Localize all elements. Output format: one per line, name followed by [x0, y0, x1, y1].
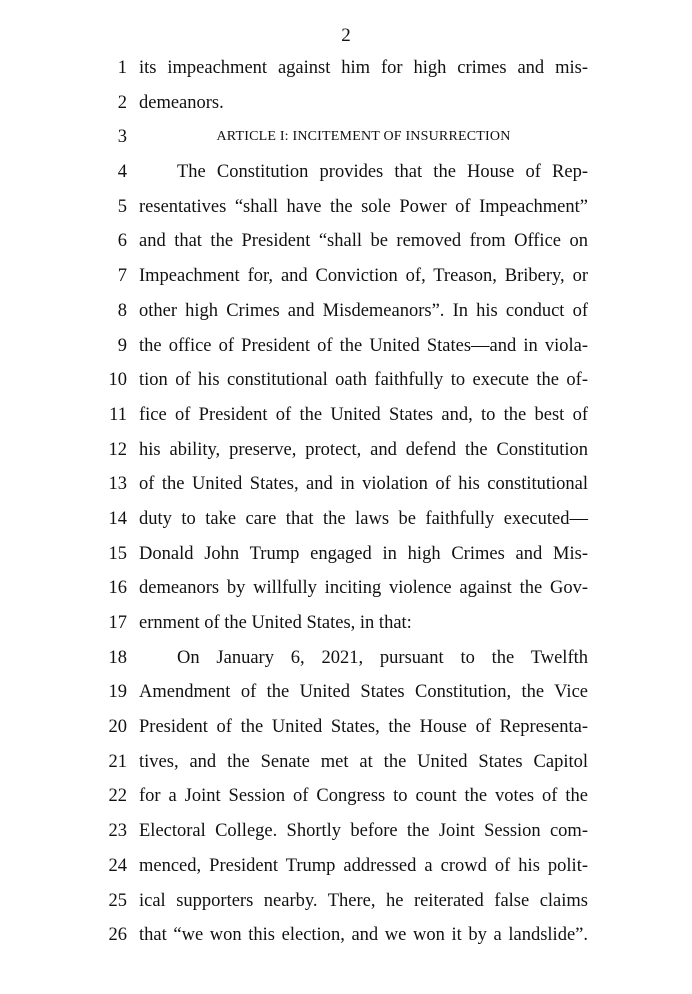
line-number: 5	[117, 196, 127, 217]
line-text: demeanors.	[139, 92, 224, 113]
line-number: 19	[108, 682, 127, 703]
document-line	[0, 750, 692, 785]
document-line	[0, 56, 692, 91]
line-text: President of the United States, the House of Representa-	[139, 717, 588, 738]
document-line	[0, 923, 692, 958]
line-text: for a Joint Session of Congress to count the votes of the	[139, 786, 588, 807]
line-number: 16	[108, 578, 127, 599]
document-line	[0, 854, 692, 889]
line-number: 14	[108, 508, 127, 529]
document-line	[0, 542, 692, 577]
line-text: Impeachment for, and Conviction of, Treason, Bribery, or	[139, 266, 588, 287]
document-line	[0, 507, 692, 542]
line-number: 20	[108, 717, 127, 738]
line-number: 1	[117, 58, 127, 78]
line-number: 22	[108, 786, 127, 807]
document-line	[0, 229, 692, 264]
document-line	[0, 576, 692, 611]
line-text: duty to take care that the laws be faithfully executed—	[139, 508, 588, 529]
line-text: Amendment of the United States Constitution, the Vice	[139, 682, 588, 703]
line-number: 6	[117, 231, 127, 252]
line-text: fice of President of the United States and, to the best of	[139, 404, 588, 425]
line-number: 11	[109, 404, 127, 425]
line-text: demeanors by willfully inciting violence against the Gov-	[139, 578, 588, 599]
line-number: 25	[108, 890, 127, 911]
document-line	[0, 611, 692, 646]
line-text: tion of his constitutional oath faithfully to execute the of-	[139, 370, 588, 391]
line-number: 2	[117, 92, 127, 113]
line-text: Electoral College. Shortly before the Joint Session com-	[139, 821, 588, 842]
page-number: 2	[341, 25, 351, 46]
line-number: 3	[117, 127, 127, 148]
document-line	[0, 195, 692, 230]
line-text: and that the President “shall be removed from Office on	[139, 231, 588, 252]
document-line	[0, 334, 692, 369]
line-number: 24	[108, 855, 127, 876]
document-body	[0, 56, 692, 958]
document-line	[0, 368, 692, 403]
line-number: 4	[117, 162, 127, 183]
line-text: his ability, preserve, protect, and defend the Constitution	[139, 439, 588, 460]
document-line	[0, 125, 692, 160]
document-line	[0, 403, 692, 438]
line-text: ernment of the United States, in that:	[139, 613, 412, 633]
document-line	[0, 715, 692, 750]
line-number: 23	[108, 821, 127, 842]
line-number: 8	[117, 300, 127, 321]
document-line	[0, 819, 692, 854]
line-number: 13	[108, 474, 127, 495]
document-line	[0, 784, 692, 819]
line-text: the office of President of the United States—and in viola-	[139, 335, 588, 356]
line-text: its impeachment against him for high crimes and mis-	[139, 58, 588, 78]
line-number: 15	[108, 543, 127, 564]
line-number: 26	[108, 925, 127, 946]
line-text: other high Crimes and Misdemeanors”. In his conduct of	[139, 300, 588, 321]
line-text: ical supporters nearby. There, he reiterated false claims	[139, 890, 588, 911]
line-number: 10	[108, 370, 127, 391]
document-line	[0, 91, 692, 126]
document-line	[0, 680, 692, 715]
document-line	[0, 299, 692, 334]
line-number: 18	[108, 647, 127, 668]
line-number: 7	[117, 266, 127, 287]
line-number: 17	[108, 613, 127, 633]
line-text: On January 6, 2021, pursuant to the Twelfth	[177, 647, 588, 668]
line-number: 9	[117, 335, 127, 356]
document-line	[0, 472, 692, 507]
document-line	[0, 264, 692, 299]
article-heading: ARTICLE I: INCITEMENT OF INSURRECTION	[216, 129, 511, 145]
line-text: tives, and the Senate met at the United States Capitol	[139, 751, 588, 772]
line-number: 12	[108, 439, 127, 460]
line-text: that “we won this election, and we won it by a landslide”.	[139, 925, 588, 946]
line-text: menced, President Trump addressed a crowd of his polit-	[139, 855, 588, 876]
line-text: The Constitution provides that the House of Rep-	[177, 162, 588, 183]
document-line	[0, 160, 692, 195]
line-number: 21	[108, 751, 127, 772]
document-line	[0, 646, 692, 681]
line-text: Donald John Trump engaged in high Crimes and Mis-	[139, 543, 588, 564]
line-text: resentatives “shall have the sole Power of Impeachment”	[139, 196, 588, 217]
document-line	[0, 889, 692, 924]
line-text: of the United States, and in violation of his constitutional	[139, 474, 588, 495]
document-line	[0, 438, 692, 473]
